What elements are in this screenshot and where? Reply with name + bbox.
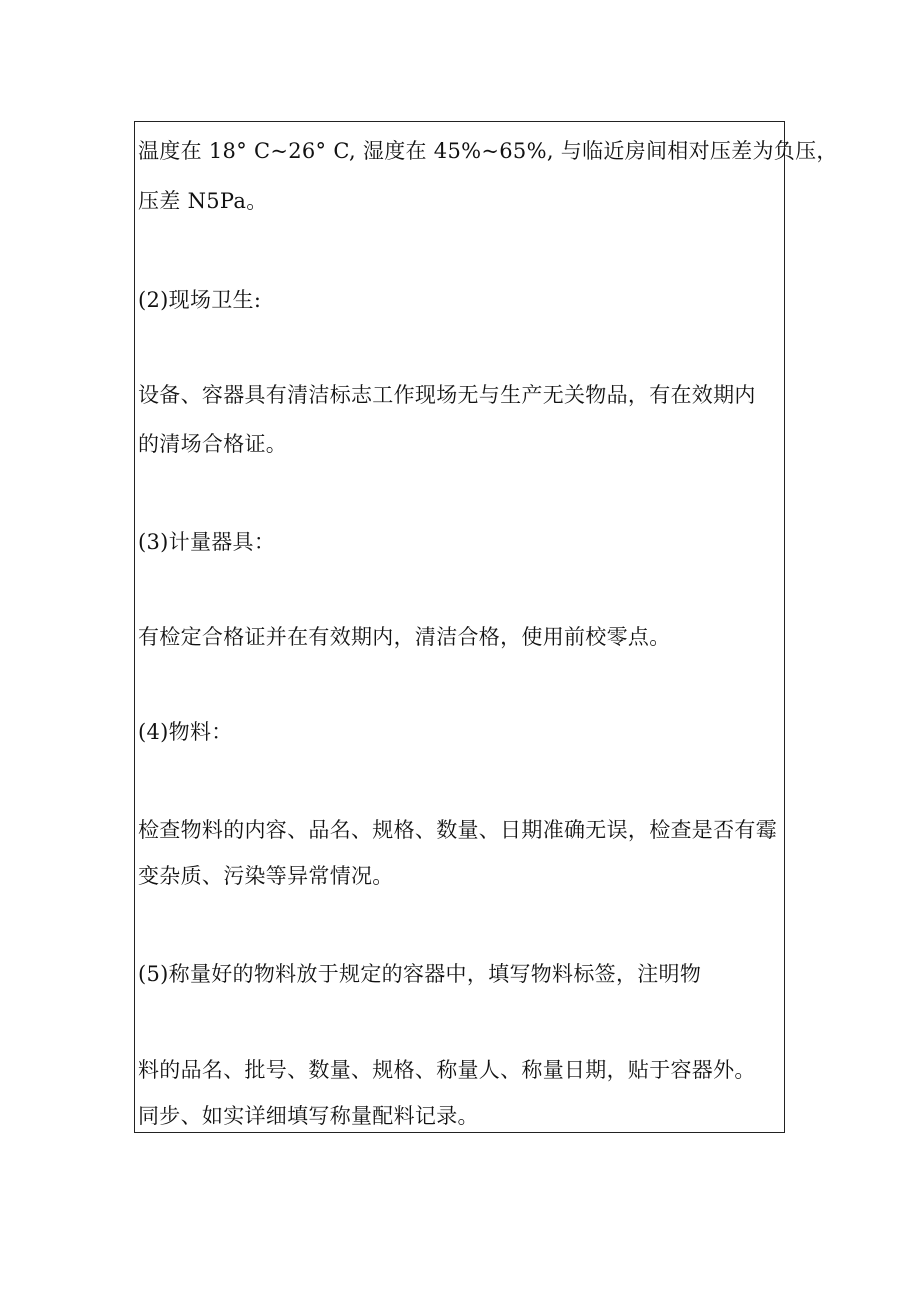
- paragraph-instruments-line-1: 有检定合格证并在有效期内，清洁合格，使用前校零点。: [138, 625, 671, 649]
- paragraph-materials-line-2: 变杂质、污染等异常情况。: [138, 864, 394, 888]
- paragraph-materials-line-1: 检查物料的内容、品名、规格、数量、日期准确无误，检查是否有霉: [138, 818, 777, 842]
- paragraph-hygiene-line-2: 的清场合格证。: [138, 432, 288, 456]
- heading-weighed-materials: (5)称量好的物料放于规定的容器中，填写物料标签，注明物: [138, 962, 702, 986]
- paragraph-weighed-line-2: 同步、如实详细填写称量配料记录。: [138, 1104, 479, 1128]
- heading-materials: (4)物料：: [138, 720, 233, 744]
- paragraph-environment-line-1: 温度在 18° C~26° C, 湿度在 45%~65%, 与临近房间相对压差为负压，: [138, 139, 838, 163]
- paragraph-weighed-line-1: 料的品名、批号、数量、规格、称量人、称量日期，贴于容器外。: [138, 1058, 756, 1082]
- paragraph-hygiene-line-1: 设备、容器具有清洁标志工作现场无与生产无关物品，有在效期内: [138, 383, 756, 407]
- heading-measuring-instruments: (3)计量器具：: [138, 530, 276, 554]
- heading-site-hygiene: (2)现场卫生:: [138, 288, 262, 312]
- paragraph-environment-line-2: 压差 N5Pa。: [138, 189, 268, 213]
